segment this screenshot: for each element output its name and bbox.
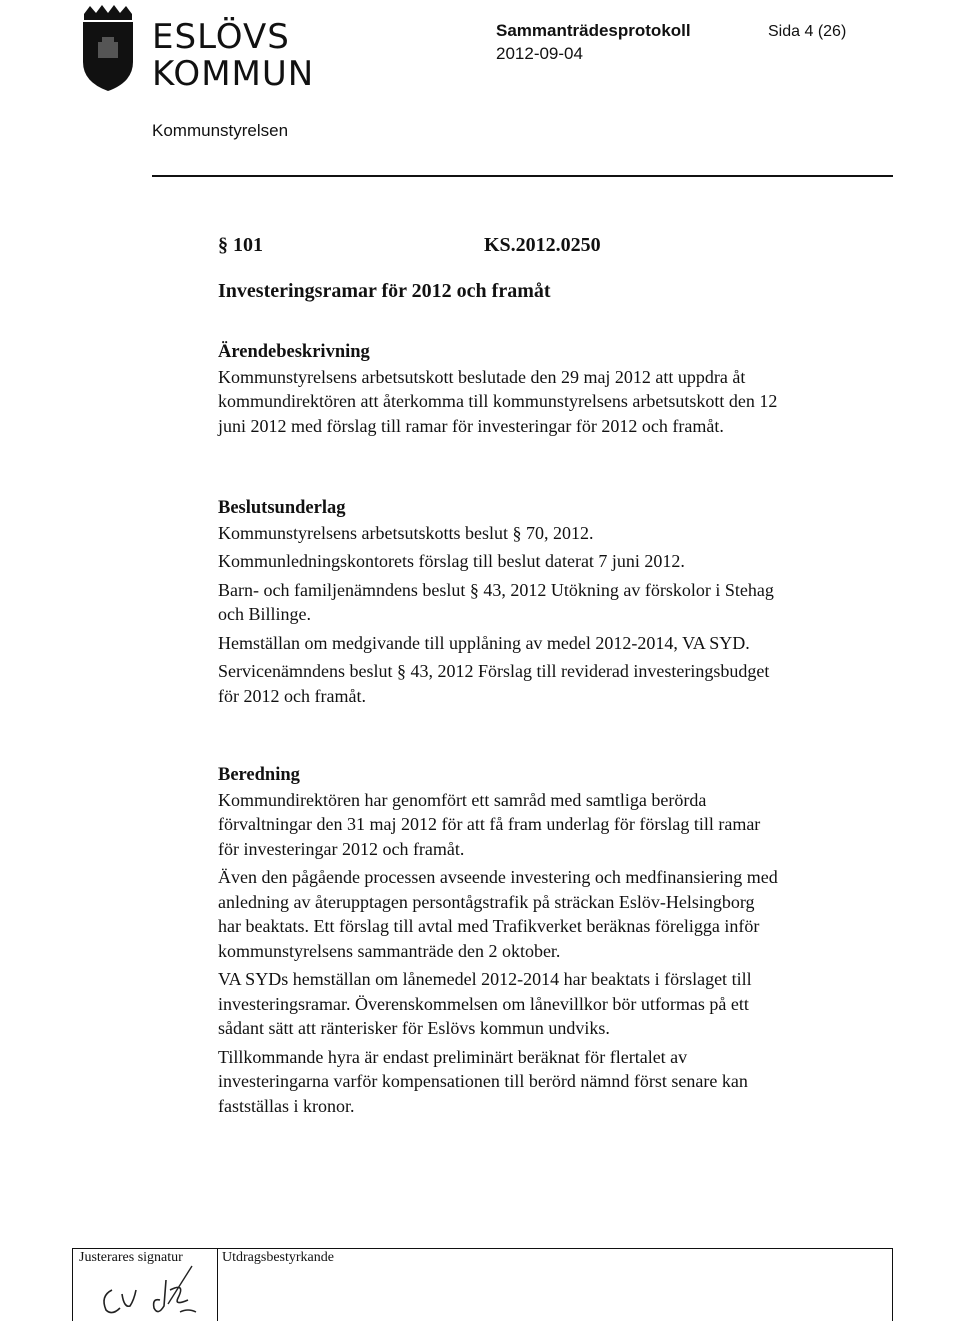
department-name: Kommunstyrelsen xyxy=(152,121,289,140)
org-name-line1: ESLÖVS xyxy=(152,17,290,57)
section-beslutsunderlag xyxy=(218,496,778,712)
section-arendebeskrivning xyxy=(218,340,778,438)
paragraph: Även den pågående processen avseende investering och medfinansiering med anledning av återupptagen persontågstrafik på sträckan Eslöv-Helsingborg har beaktats. Ett förslag till avtal med Trafikverket beräknas föreligga inför kommunstyrelsens sammanträde den 2 oktober. xyxy=(218,867,778,961)
list-item: Barn- och familjenämndens beslut § 43, 2012 Utökning av förskolor i Stehag och Billinge. xyxy=(218,579,774,624)
section-heading: Beredning xyxy=(218,765,300,785)
extract-certification-box xyxy=(216,1248,893,1321)
handwritten-initials xyxy=(96,1262,206,1318)
header-divider xyxy=(152,175,893,177)
page-number: Sida 4 (26) xyxy=(768,23,847,40)
list-item: Hemställan om medgivande till upplåning av medel 2012-2014, VA SYD. xyxy=(218,632,750,653)
section-heading: Beslutsunderlag xyxy=(218,498,346,518)
paragraph: VA SYDs hemställan om lånemedel 2012-2014 har beaktats i förslaget till investeringsramar. Överenskommelsen om lånevillkor bör utformas på ett sådant sätt att ränterisker för Eslövs kommun undviks. xyxy=(218,969,752,1038)
paragraph-number: § 101 xyxy=(218,234,263,256)
meeting-date: 2012-09-04 xyxy=(496,44,583,63)
paragraph: Kommundirektören har genomfört ett samråd med samtliga berörda förvaltningar den 31 maj 2012 för att få fram underlag för förslag till ramar för investeringar 2012 och framåt. xyxy=(218,789,761,859)
municipal-crest-logo xyxy=(78,4,138,92)
case-title: Investeringsramar för 2012 och framåt xyxy=(218,280,551,302)
document-type: Sammanträdesprotokoll xyxy=(496,21,691,40)
section-text: Kommunstyrelsens arbetsutskott beslutade den 29 maj 2012 att uppdra åt kommundirektören att återkomma till kommunstyrelsens arbetsutskott den 12 juni 2012 med förslag till ramar för investeringar för 2012 och framåt. xyxy=(218,366,778,436)
extract-label: Utdragsbestyrkande xyxy=(222,1250,334,1265)
list-item: Servicenämndens beslut § 43, 2012 Förslag till reviderad investeringsbudget för 2012 och framåt. xyxy=(218,661,770,706)
paragraph: Tillkommande hyra är endast preliminärt beräknat för flertalet av investeringarna varför kompensationen till berörd nämnd först senare kan fastställas i kronor. xyxy=(218,1046,748,1116)
list-item: Kommunstyrelsens arbetsutskotts beslut § 70, 2012. xyxy=(218,522,594,543)
section-heading: Ärendebeskrivning xyxy=(218,342,370,362)
section-beredning xyxy=(218,763,778,1122)
signature-label: Justerares signatur xyxy=(79,1250,183,1265)
list-item: Kommunledningskontorets förslag till beslut daterat 7 juni 2012. xyxy=(218,551,685,571)
org-name-line2: KOMMUN xyxy=(152,54,315,94)
case-number: KS.2012.0250 xyxy=(484,234,601,256)
